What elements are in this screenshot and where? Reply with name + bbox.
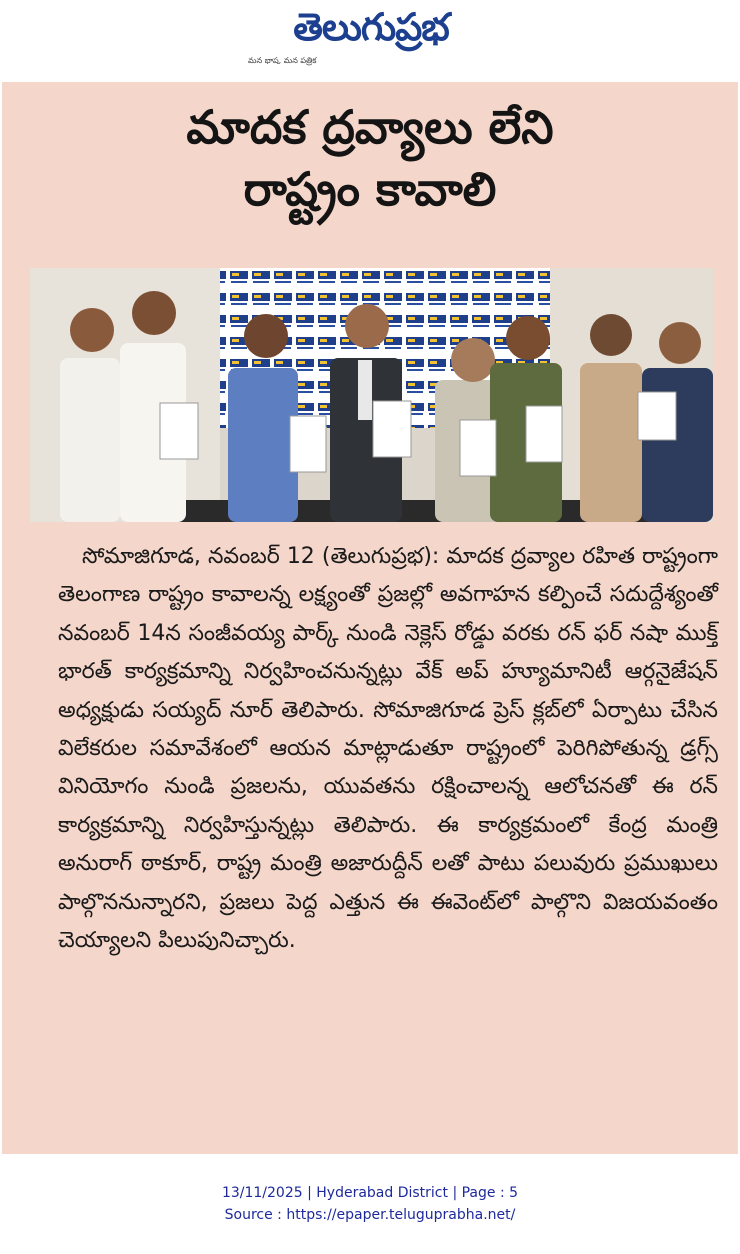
article-body: సోమాజిగూడ, నవంబర్ 12 (తెలుగుప్రభ): మాదక ద్రవ్యాల రహిత రాష్ట్రంగా తెలంగాణ రాష్ట్రం కావాలన్న లక్ష్యంతో ప్రజల్లో అవగాహన కల్పించే సదుద్దేశ్యంతో నవంబర్ 14న సంజీవయ్య పార్క్ నుండి నెక్లెస్ రోడ్డు వరకు రన్ ఫర్ నషా ముక్త్ భారత్ కార్యక్రమాన్ని నిర్వహించనున్నట్లు వేక్ అప్ హ్యూమానిటీ ఆర్గనైజేషన్ అధ్యక్షుడు సయ్యద్ నూర్ తెలిపారు. సోమాజిగూడ ప్రెస్ క్లబ్‌లో ఏర్పాటు చేసిన విలేకరుల సమావేశంలో ఆయన మాట్లాడుతూ రాష్ట్రంలో పెరిగిపోతున్న డ్రగ్స్ వినియోగం నుండి ప్రజలను, యువతను రక్షించాలన్న ఆలోచనతో ఈ రన్ కార్యక్రమాన్ని నిర్వహిస్తున్నట్లు తెలిపారు. ఈ కార్యక్రమంలో కేంద్ర మంత్రి అనురాగ్ ఠాకూర్, రాష్ట్ర మంత్రి అజారుద్దీన్ లతో పాటు పలువురు ప్రముఖులు పాల్గొననున్నారని, ప్రజలు పెద్ద ఎత్తున ఈ ఈవెంట్‌లో పాల్గొని విజయవంతం చెయ్యాలని పిలుపునిచ్చారు. <box>58 544 718 954</box>
footer <box>0 1182 740 1226</box>
logo-text: తెలుగుప్రభ <box>293 5 449 49</box>
masthead-tagline: మన భాష, మన పత్రిక <box>248 56 317 65</box>
headline-line-1: మాదక ద్రవ్యాలు లేని <box>186 100 554 154</box>
article-photo <box>30 268 713 522</box>
headline-line-2: రాష్ట్రం కావాలి <box>243 162 497 216</box>
footer-dateline: 13/11/2025 | Hyderabad District | Page : 5 <box>221 1185 519 1201</box>
press-meet-photo-illustration <box>30 268 713 522</box>
publication-logo[interactable] <box>243 2 499 52</box>
article-headline <box>0 96 740 220</box>
footer-source-link[interactable]: Source : https://epaper.teluguprabha.net/ <box>224 1207 516 1223</box>
masthead <box>0 0 740 80</box>
